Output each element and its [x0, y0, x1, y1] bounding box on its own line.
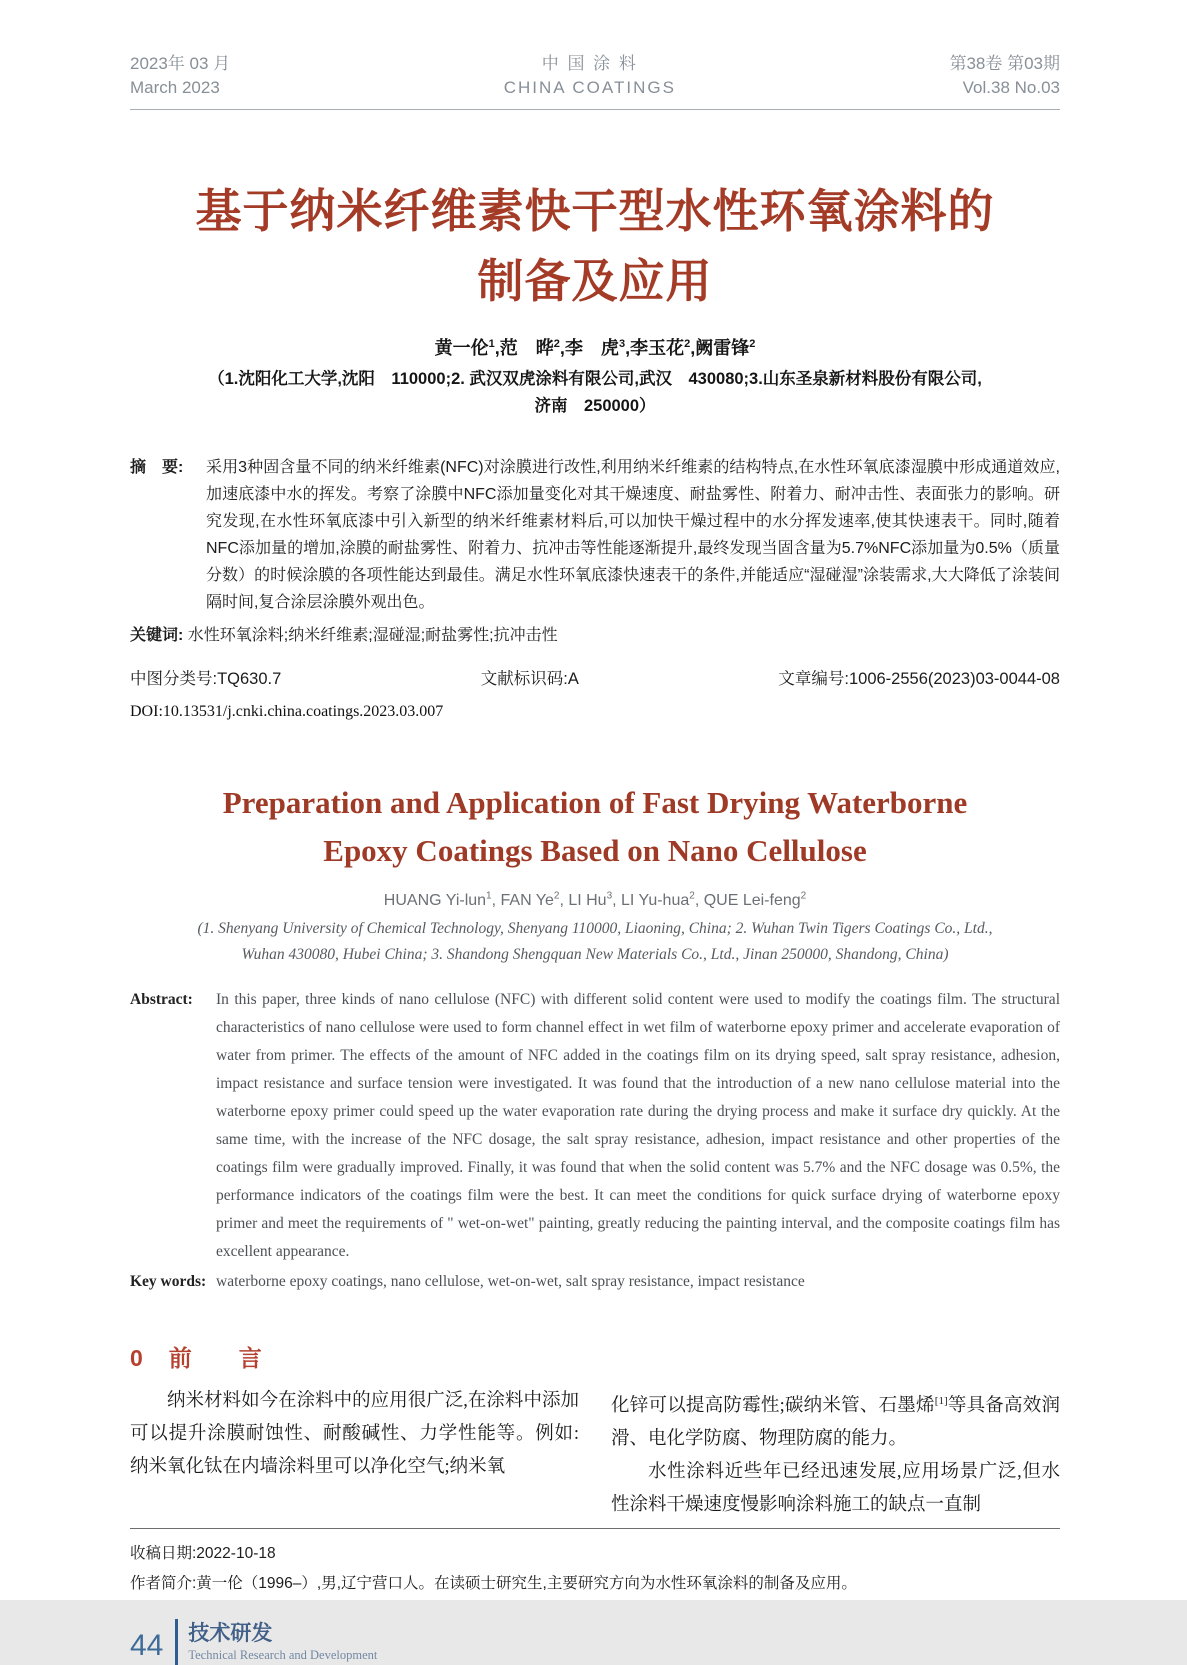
article-title-en-line1: Preparation and Application of Fast Drying Waterborne [222, 785, 968, 820]
document-code: 文献标识码:A [480, 670, 579, 688]
footer-column-en: Technical Research and Development [188, 1647, 378, 1662]
affiliation-cn [130, 366, 1060, 420]
footnote [130, 1539, 1060, 1599]
body-paragraph: 水性涂料近些年已经迅速发展,应用场景广泛,但水性涂料干燥速度慢影响涂料施工的缺点一直制 [611, 1462, 1060, 1516]
abstract-en-text: In this paper, three kinds of nano cellulose (NFC) with different solid content were used to modify the coatings film. The structural characteristics of nano cellulose were used to form channel effect in wet film of waterborne epoxy primer and accelerate evaporation of water from primer. The effects of the amount of NFC added in the coatings film on its drying speed, salt spray resistance, adhesion, impact resistance and surface tension were investigated. It was found that the introduction of a new nano cellulose material into the waterborne epoxy primer could speed up the water evaporation rate during the drying process and make it surface dry quickly. At the same time, with the increase of the NFC dosage, the salt spray resistance, adhesion, impact resistance and other properties of the coatings film were gradually improved. Finally, it was found that when the solid content was 5.7% and the NFC dosage was 0.5%, the performance indicators of the coatings film were the best. It can meet the conditions for quick surface drying of waterborne epoxy primer and meet the requirements of " wet-on-wet" painting, greatly reducing the painting interval, and the composite coatings film has excellent appearance. [216, 991, 1060, 1261]
received-date: 收稿日期:2022-10-18 [130, 1545, 276, 1563]
article-title-cn-line2: 制备及应用 [477, 255, 713, 307]
journal-name-cn: 中 国 涂 料 [541, 54, 638, 73]
footer-column-cn: 技术研发 [188, 1621, 273, 1645]
abstract-en-label: Abstract: [130, 991, 193, 1009]
section-number: 0 [130, 1345, 143, 1372]
keywords-cn-text: 水性环氧涂料;纳米纤维素;湿碰湿;耐盐雾性;抗冲击性 [187, 627, 558, 644]
keywords-en-label: Key words: [130, 1273, 207, 1291]
header-date-cn: 2023年 03 月 [130, 54, 231, 73]
citation-ref: [1] [934, 1395, 948, 1408]
abstract-cn-label: 摘 要: [130, 459, 184, 476]
affiliation-cn-line1: （1.沈阳化工大学,沈阳 110000;2. 武汉双虎涂料有限公司,武汉 430080;3.山东圣泉新材料股份有限公司, [208, 370, 982, 388]
body-column-left [130, 1385, 579, 1522]
page-footer [130, 1619, 1060, 1665]
clc-number: 中图分类号:TQ630.7 [130, 670, 282, 688]
author-en: LI Hu$^3$, [568, 891, 622, 910]
page-number: 44 [130, 1629, 164, 1663]
keywords-en-text: waterborne epoxy coatings, nano cellulose, wet-on-wet, salt spray resistance, impact resistance [216, 1273, 805, 1291]
affiliation-en [130, 916, 1060, 968]
journal-name-en: CHINA COATINGS [503, 78, 676, 97]
article-title-cn-line1: 基于纳米纤维素快干型水性环氧涂料的 [195, 185, 995, 237]
author-cn: 李玉花$^2$, [630, 338, 696, 358]
author-cn: 李 虎$^3$, [564, 338, 631, 358]
authors-en [130, 891, 1060, 910]
keywords-en [130, 1268, 1060, 1296]
affiliation-en-line1: (1. Shenyang University of Chemical Technology, Shenyang 110000, Liaoning, China; 2. Wuhan Twin Tigers Coatings Co., Ltd., [197, 920, 993, 938]
footer-column-name [188, 1621, 377, 1664]
header-issue-cn: 第38卷 第03期 [949, 54, 1060, 73]
header-issue-en: Vol.38 No.03 [962, 78, 1060, 97]
header-date [130, 52, 230, 100]
authors-cn [130, 334, 1060, 360]
affiliation-cn-line2: 济南 250000） [534, 397, 656, 415]
author-bio: 作者简介:黄一伦（1996–）,男,辽宁营口人。在读硕士研究生,主要研究方向为水性环氧涂料的制备及应用。 [130, 1575, 857, 1593]
keywords-cn-label: 关键词: [130, 627, 184, 644]
abstract-cn [130, 454, 1060, 616]
abstract-en [130, 986, 1060, 1266]
affiliation-en-line2: Wuhan 430080, Hubei China; 3. Shandong Shengquan New Materials Co., Ltd., Jinan 250000, Shandong, China) [241, 946, 949, 964]
author-en: HUANG Yi-lun$^1$, [383, 891, 501, 910]
article-title-cn [130, 176, 1060, 316]
article-title-en-line2: Epoxy Coatings Based on Nano Cellulose [323, 833, 867, 868]
doi: DOI:10.13531/j.cnki.china.coatings.2023.03.007 [130, 703, 444, 720]
header-date-en: March 2023 [130, 78, 220, 97]
author-en: LI Yu-hua$^2$, [621, 891, 704, 910]
author-cn: 范 晔$^2$, [499, 338, 565, 358]
section-title: 前 言 [168, 1345, 274, 1372]
author-cn: 阙雷锋$^2$ [695, 338, 756, 358]
header-issue [949, 52, 1060, 100]
section-heading [130, 1340, 1060, 1373]
body-paragraph: 化锌可以提高防霉性;碳纳米管、石墨烯[1]等具备高效润滑、电化学防腐、物理防腐的能力。 [611, 1395, 1060, 1450]
author-cn: 黄一伦$^1$, [434, 338, 500, 358]
footnote-divider [130, 1528, 1060, 1529]
author-en: FAN Ye$^2$, [500, 891, 569, 910]
article-title-en [130, 779, 1060, 875]
abstract-cn-text: 采用3种固含量不同的纳米纤维素(NFC)对涂膜进行改性,利用纳米纤维素的结构特点,在水性环氧底漆湿膜中形成通道效应,加速底漆中水的挥发。考察了涂膜中NFC添加量变化对其干燥速度、耐盐雾性、附着力、耐冲击性、表面张力的影响。研究发现,在水性环氧底漆中引入新型的纳米纤维素材料后,可以加快干燥过程中的水分挥发速率,使其快速表干。同时,随着NFC添加量的增加,涂膜的耐盐雾性、附着力、抗冲击等性能逐渐提升,最终发现当固含量为5.7%NFC添加量为0.5%（质量分数）的时候涂膜的各项性能达到最佳。满足水性环氧底漆快速表干的条件,并能适应“湿碰湿”涂装需求,大大降低了涂装间隔时间,复合涂层涂膜外观出色。 [206, 459, 1060, 611]
article-id: 文章编号:1006-2556(2023)03-0044-08 [778, 670, 1060, 688]
header-journal-name [504, 52, 676, 100]
journal-header [130, 52, 1060, 110]
body-column-right [611, 1385, 1060, 1522]
keywords-cn [130, 622, 1060, 649]
body-paragraph: 纳米材料如今在涂料中的应用很广泛,在涂料中添加可以提升涂膜耐蚀性、耐酸碱性、力学性能等。例如:纳米氧化钛在内墙涂料里可以净化空气;纳米氧 [130, 1391, 579, 1478]
footer-divider-bar [175, 1619, 178, 1665]
author-en: QUE Lei-feng$^2$ [703, 891, 807, 910]
classification-row [130, 665, 1060, 689]
body-columns [130, 1385, 1060, 1522]
